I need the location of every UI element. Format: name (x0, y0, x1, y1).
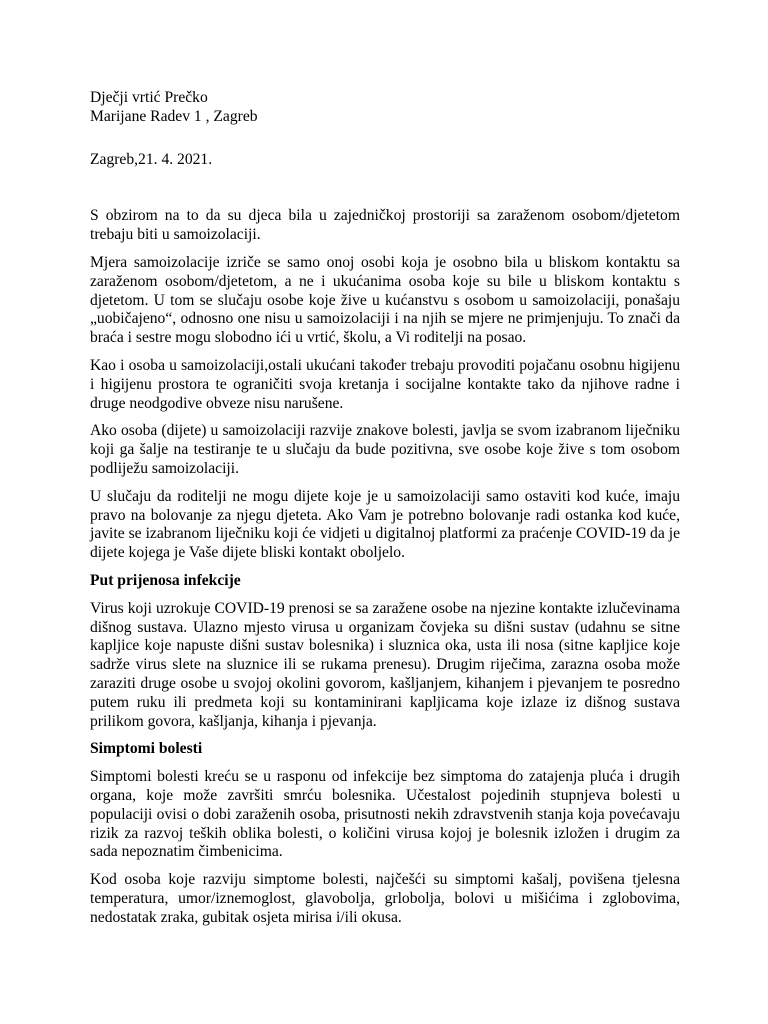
section-heading-transmission: Put prijenosa infekcije (90, 571, 241, 589)
symptoms-paragraph-1: Simptomi bolesti kreću se u rasponu od infekcije bez simptoma do zatajenja pluća i drugih organa, koje može završiti smrću bolesnika. Učestalost pojedinih stupnjeva bolesti u populaciji ovisi o dobi zaraženih osoba, prisutnosti nekih zdravstvenih stanja koja povećavaju rizik za razvoj teških oblika bolesti, o količini virusa kojoj je bolesnik izložen i drugim za sada nepoznatim čimbenicima. (90, 768, 680, 861)
document-page (90, 89, 680, 927)
intro-paragraph-5: U slučaju da roditelji ne mogu dijete koje je u samoizolaciji samo ostaviti kod kuće, imaju pravo na bolovanje za njegu djeteta. Ako Vam je potrebno bolovanje radi ostanka kod kuće, javite se izabranom liječniku koji će vidjeti u digitalnoj platformi za praćenje COVID-19 da je dijete kojega je Vaše dijete bliski kontakt oboljelo. (90, 487, 680, 562)
transmission-paragraph: Virus koji uzrokuje COVID-19 prenosi se sa zaražene osobe na njezine kontakte izlučevinama dišnog sustava. Ulazno mjesto virusa u organizam čovjeka su dišni sustav (udahnu se sitne kapljice koje napuste dišni sustav bolesnika) i sluznica oka, usta ili nosa (sitne kapljice koje sadrže virus slete na sluznice ili se rukama prenesu). Drugim riječima, zarazna osoba može zaraziti druge osobe u svojoj okolini govorom, kašljanjem, kihanjem i pjevanjem te posredno putem ruku ili predmeta koji su kontaminirani kapljicama koje izlaze iz dišnog sustava prilikom govora, kašljanja, kihanja i pjevanja. (90, 599, 680, 730)
symptoms-paragraph-2: Kod osoba koje razviju simptome bolesti, najčešći su simptomi kašalj, povišena tjelesna temperatura, umor/iznemoglost, glavobolja, grlobolja, bolovi u mišićima i zglobovima, nedostatak zraka, gubitak osjeta mirisa i/ili okusa. (90, 871, 680, 926)
letter-date: Zagreb,21. 4. 2021. (90, 150, 213, 168)
sender-address: Marijane Radev 1 , Zagreb (90, 107, 258, 125)
sender-name: Dječji vrtić Prečko (90, 89, 208, 106)
intro-paragraph-2: Mjera samoizolacije izriče se samo onoj osobi koja je osobno bila u bliskom kontaktu sa zaraženom osobom/djetetom, a ne i ukućanima osoba koje su bile u bliskom kontaktu s djetetom. U tom se slučaju osobe koje žive u kućanstvu s osobom u samoizolaciji, ponašaju „uobičajeno“, odnosno one nisu u samoizolaciji i na njih se mjere ne primjenjuju. To znači da braća i sestre mogu slobodno ići u vrtić, školu, a Vi roditelji na posao. (90, 253, 680, 347)
section-heading-symptoms: Simptomi bolesti (90, 740, 203, 758)
intro-paragraph-1: S obzirom na to da su djeca bila u zajedničkoj prostoriji sa zaraženom osobom/djetetom trebaju biti u samoizolaciji. (90, 207, 680, 244)
intro-paragraph-3: Kao i osoba u samoizolaciji,ostali ukućani također trebaju provoditi pojačanu osobnu higijenu i higijenu prostora te ograničiti svoja kretanja i socijalne kontakte tako da njihove radne i druge neodgodive obveze nisu narušene. (90, 356, 680, 412)
intro-paragraph-4: Ako osoba (dijete) u samoizolaciji razvije znakove bolesti, javlja se svom izabranom liječniku koji ga šalje na testiranje te u slučaju da bude pozitivna, sve osobe koje žive s tom osobom podliježu samoizolaciji. (90, 422, 680, 477)
